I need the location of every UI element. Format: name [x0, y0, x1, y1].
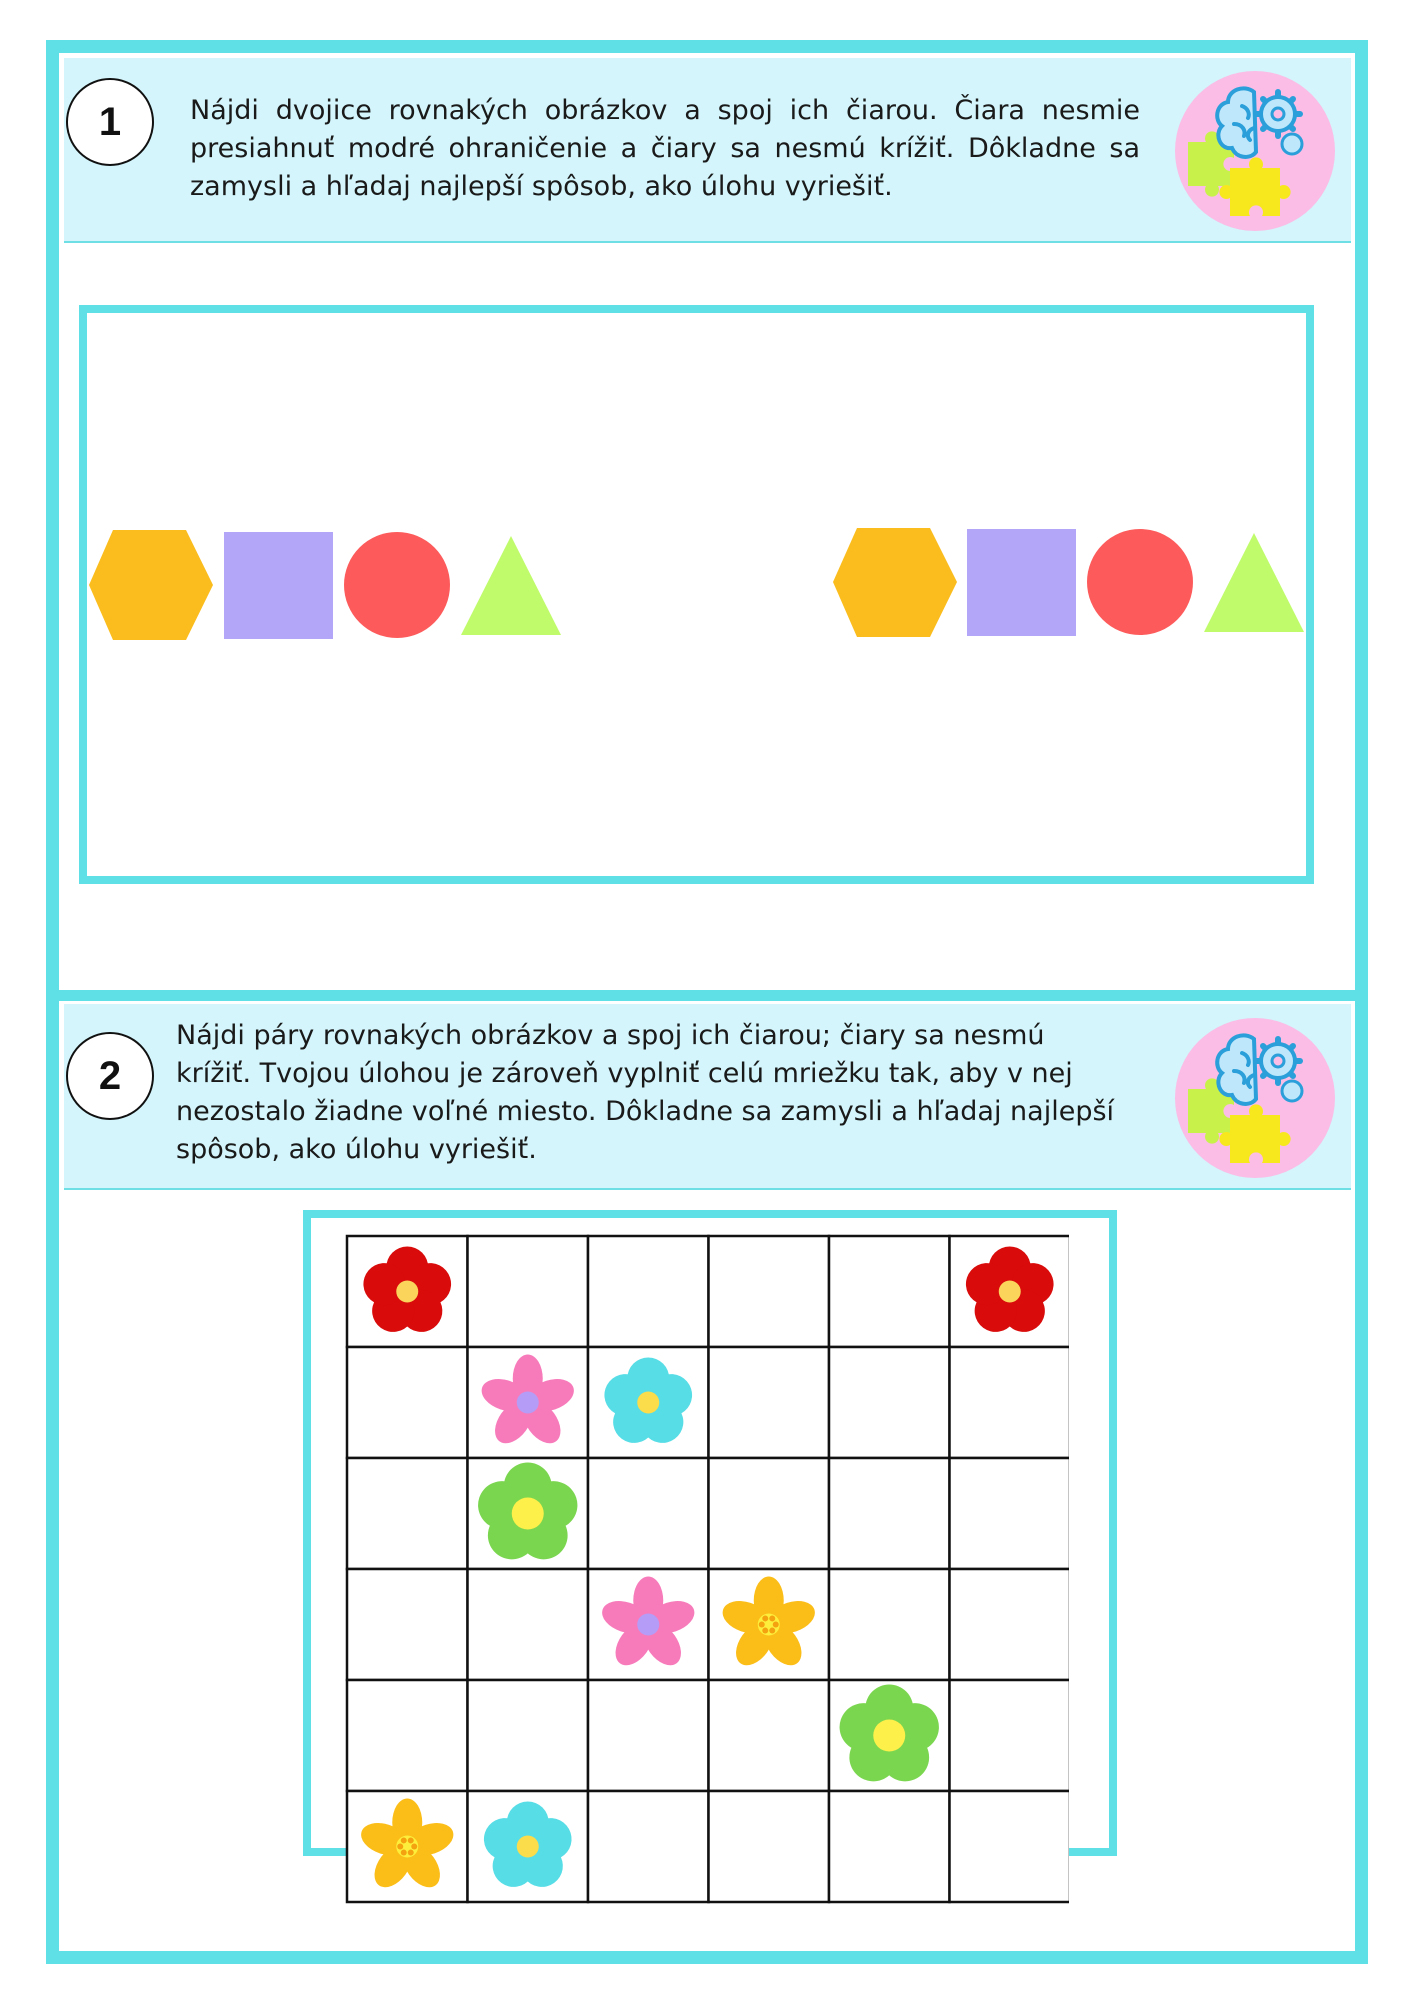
task2-number: 2	[66, 1032, 154, 1120]
grid-cell[interactable]	[347, 1569, 468, 1680]
grid-cell[interactable]	[709, 1791, 830, 1902]
flower-stamen	[762, 1615, 768, 1621]
flower-stamen	[411, 1844, 417, 1850]
flower-center	[512, 1498, 544, 1530]
grid-cell[interactable]	[829, 1347, 950, 1458]
grid-cell[interactable]	[588, 1680, 709, 1791]
flower-stamen	[759, 1622, 765, 1628]
flower-grid[interactable]	[345, 1234, 1069, 1904]
flower-center	[517, 1836, 539, 1858]
brain-puzzle-icon	[1174, 1017, 1336, 1179]
grid-cell[interactable]	[829, 1569, 950, 1680]
hexagon-left[interactable]	[89, 530, 213, 640]
flower-center	[873, 1720, 905, 1752]
grid-cell[interactable]	[709, 1347, 830, 1458]
circle-right[interactable]	[1087, 529, 1193, 635]
triangle-right[interactable]	[1204, 533, 1304, 632]
grid-cell[interactable]	[468, 1236, 589, 1347]
flower-stamen	[762, 1628, 768, 1634]
flower-center	[637, 1614, 659, 1636]
flower-center	[637, 1392, 659, 1414]
grid-cell[interactable]	[950, 1347, 1070, 1458]
grid-cell[interactable]	[950, 1791, 1070, 1902]
grid-cell[interactable]	[709, 1458, 830, 1569]
grid-cell[interactable]	[588, 1458, 709, 1569]
grid-cell[interactable]	[347, 1458, 468, 1569]
flower-stamen	[401, 1850, 407, 1856]
flower-stamen	[408, 1837, 414, 1843]
square-left[interactable]	[224, 532, 333, 639]
flower-stamen	[401, 1837, 407, 1843]
flower-stamen	[769, 1615, 775, 1621]
flower-stamen	[397, 1844, 403, 1850]
grid-cell[interactable]	[829, 1236, 950, 1347]
grid-cell[interactable]	[468, 1680, 589, 1791]
hexagon-right[interactable]	[833, 528, 957, 637]
grid-cell[interactable]	[709, 1680, 830, 1791]
circle-left[interactable]	[344, 532, 450, 638]
grid-cell[interactable]	[709, 1236, 830, 1347]
flower-stamen	[408, 1850, 414, 1856]
grid-cell[interactable]	[347, 1347, 468, 1458]
flower-stamen	[769, 1628, 775, 1634]
grid-cell[interactable]	[950, 1680, 1070, 1791]
grid-cell[interactable]	[588, 1236, 709, 1347]
grid-cell[interactable]	[468, 1569, 589, 1680]
grid-cell[interactable]	[829, 1791, 950, 1902]
grid-cell[interactable]	[347, 1680, 468, 1791]
grid-cell[interactable]	[950, 1458, 1070, 1569]
grid-cell[interactable]	[950, 1569, 1070, 1680]
grid-cell[interactable]	[829, 1458, 950, 1569]
flower-center	[517, 1392, 539, 1414]
triangle-left[interactable]	[461, 536, 561, 635]
flower-center	[999, 1281, 1021, 1303]
flower-center	[396, 1281, 418, 1303]
task1-instruction: Nájdi dvojice rovnakých obrázkov a spoj ich čiarou. Čiara nesmie presiahnuť modré ohraničenie a čiary sa nesmú krížiť. Dôkladne sa zamysli a hľadaj najlepší spôsob, ako úlohu vyriešiť.	[190, 95, 1140, 202]
flower-stamen	[773, 1622, 779, 1628]
task1-number: 1	[66, 78, 154, 166]
task2-instruction: Nájdi páry rovnakých obrázkov a spoj ich čiarou; čiary sa nesmú krížiť. Tvojou úlohou je zároveň vyplniť celú mriežku tak, aby v nej nezostalo žiadne voľné miesto. Dôkladne sa zamysli a hľadaj najlepší spôsob, ako úlohu vyriešiť.	[176, 1020, 1115, 1165]
square-right[interactable]	[967, 529, 1076, 636]
grid-cell[interactable]	[588, 1791, 709, 1902]
